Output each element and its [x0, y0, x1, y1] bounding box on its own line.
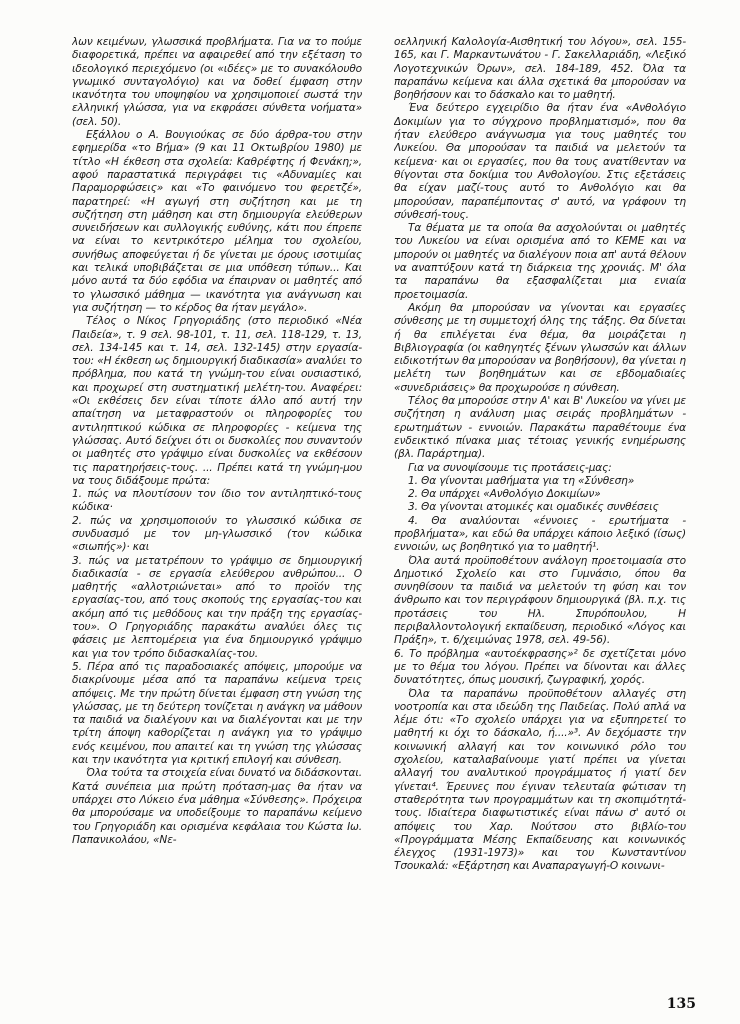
paragraph: Όλα τούτα τα στοιχεία είναι δυνατό να διδάσκονται. Κατά συνέπεια μια πρώτη πρόταση-μας θα ήταν να υπάρχει στο Λύκειο ένα μάθημα «Σύνθεσης». Πρόχειρα θα μπορούσαμε να υποδείξουμε το παραπάνω κείμενο του Γρηγοριάδη και ορισμένα κεφάλαια του Κώστα Ιω. Παπανικολάου, «Νε-: [72, 767, 362, 846]
paragraph: Όλα τα παραπάνω προϋποθέτουν αλλαγές στη νοοτροπία και στα ιδεώδη της Παιδείας. Πολύ απλά να λέμε ότι: «Το σχολείο υπάρχει για να εξυπηρετεί το μαθητή κι όχι το δάσκαλο, ή....»³. Αν δεχόμαστε την κοινωνική αλλαγή και τον κοινωνικό ρόλο του σχολείου, καταλαβαίνουμε γιατί πρέπει να γίνεται αλλαγή του αναλυτικού προγράμματος ή γιατί δεν γίνεται⁴. Έρευνες που έγιναν τελευταία φώτισαν τη σταθερότητα των προγραμμάτων και τη σκοπιμότητά-τους. Ιδιαίτερα διαφωτιστικές είναι πάνω σ' αυτό οι απόψεις του Χαρ. Νούτσου στο βιβλίο-του «Προγράμματα Μέσης Εκπαίδευσης και κοινωνικός έλεγχος (1931-1973)» και του Κωνσταντίνου Τσουκαλά: «Εξάρτηση και Αναπαραγωγή-Ο κοινωνι-: [394, 687, 686, 873]
paragraph: Ένα δεύτερο εγχειρίδιο θα ήταν ένα «Ανθολόγιο Δοκιμίων για το σύγχρονο προβληματισμό», που θα ήταν ελεύθερο ανάγνωσμα για τους μαθητές του Λυκείου. Θα μπορούσαν τα παιδιά να μελετούν τα κείμενα· και οι εργασίες, που θα τους ανατίθενταν να θίγονται στα δοκίμια του Ανθολογίου. Στις εξετάσεις θα είχαν μαζί-τους αυτό το Ανθολόγιο και θα μπορούσαν, παραπέμποντας σ' αυτό, να γράφουν τη σύνθεσή-τους.: [394, 102, 686, 221]
paragraph: λων κειμένων, γλωσσικά προβλήματα. Για να το πούμε διαφορετικά, πρέπει να αφαιρεθεί από την εξέταση το ιδεολογικό περιεχόμενο (οι «ιδέες» με το συνακόλουθο γνωμικό συνταγολόγιο) και να δοθεί έμφαση στην ικανότητα του υποψηφίου να χρησιμοποιεί σωστά την ελληνική γλώσσα, για να εκφράσει σύνθετα νοήματα» (σελ. 50).: [72, 36, 362, 128]
paragraph: 6. Το πρόβλημα «αυτοέκφρασης»² δε σχετίζεται μόνο με το θέμα του λόγου. Πρέπει να δίνονται και άλλες δυνατότητες, όπως μουσική, ζωγραφική, χορός.: [394, 647, 686, 687]
paragraph: 1. πώς να πλουτίσουν τον ίδιο τον αντιληπτικό-τους κώδικα·: [72, 488, 362, 514]
page-number: 135: [666, 996, 696, 1012]
paragraph: Εξάλλου ο Α. Βουγιούκας σε δύο άρθρα-του στην εφημερίδα «το Βήμα» (9 και 11 Οκτωβρίου 1980) με τίτλο «Η έκθεση στα σχολεία: Καθρέφτης ή Φενάκη;», αφού παραστατικά περιγράφει τις «Αδυναμίες και Παραμορφώσεις» και «Το φαινόμενο του φερετζέ», παρατηρεί: «Η αγωγή στη συζήτηση και με τη συζήτηση στη μάθηση και στη δημιουργία ελεύθερων συνειδήσεων και συλλογικής ευθύνης, κάτι που έπρεπε να είναι το κεντρικότερο μέλημα του σχολείου, συνήθως αποφεύγεται ή δε γίνεται με όρους ισοτιμίας και τελικά υποβιβάζεται σε μια υπόθεση τύπων... Και μόνο αυτά τα δύο εφόδια να έπαιρναν οι μαθητές από το γλωσσικό μάθημα — ικανότητα για ανάγνωση και για συζήτηση — το κέρδος θα ήταν μεγάλο».: [72, 129, 362, 314]
paragraph: Όλα αυτά προϋποθέτουν ανάλογη προετοιμασία στο Δημοτικό Σχολείο και στο Γυμνάσιο, όπου θα συνηθίσουν τα παιδιά να μελετούν τη φύση και τον άνθρωπο και τον περιγράφουν δημιουργικά (βλ. π.χ. τις προτάσεις του Ηλ. Σπυρόπουλου, Η περιβαλλοντολογική εκπαίδευση, περιοδικό «Λόγος και Πράξη», τ. 6/χειμώνας 1978, σελ. 49-56).: [394, 554, 686, 647]
paragraph: 2. Θα υπάρχει «Ανθολόγιο Δοκιμίων»: [408, 488, 601, 501]
paragraph: 4. Θα αναλύονται «έννοιες - ερωτήματα - προβλήματα», και εδώ θα υπάρχει κάποιο λεξικό (ίσως) εννοιών, ως βοηθητικό για το μαθητή¹.: [394, 514, 686, 554]
paragraph: Τέλος θα μπορούσε στην Α' και Β' Λυκείου να γίνει με συζήτηση η ανάλυση μιας σειράς προβλημάτων - ερωτημάτων - εννοιών. Παρακάτω παραθέτουμε ένα ενδεικτικό πίνακα μιας τέτοιας γενικής ενημέρωσης (βλ. Παράρτημα).: [394, 395, 686, 461]
paragraph: οελληνική Καλολογία-Αισθητική του λόγου», σελ. 155-165, και Γ. Μαρκαντωνάτου - Γ. Σακελλαριάδη, «Λεξικό Λογοτεχνικών Όρων», σελ. 184-189, 452. Όλα τα παραπάνω κείμενα και άλλα σχετικά θα μπορούσαν να βοηθήσουν και το δάσκαλο και το μαθητή.: [394, 36, 686, 102]
paragraph: Για να συνοψίσουμε τις προτάσεις-μας:: [408, 461, 612, 474]
paragraph: 5. Πέρα από τις παραδοσιακές απόψεις, μπορούμε να διακρίνουμε μέσα από τα παραπάνω κείμενα τρεις απόψεις. Με την πρώτη δίνεται έμφαση στη γνώση της γλώσσας, με τη δεύτερη τονίζεται η ανάγκη να μάθουν τα παιδιά να διαλέγουν και να διαλέγονται και με την τρίτη άποψη καθορίζεται η ανάγκη για το γράψιμο ενός κειμένου, που απαιτεί και τη γνώση της γλώσσας και την ικανότητα για κριτική επιλογή και σύνθεση.: [72, 660, 362, 767]
paragraph: 1. Θα γίνονται μαθήματα για τη «Σύνθεση»: [408, 474, 635, 487]
paragraph: Τέλος ο Νίκος Γρηγοριάδης (στο περιοδικό «Νέα Παιδεία», τ. 9 σελ. 98-101, τ. 11, σελ. 118-129, τ. 13, σελ. 134-145 και τ. 14, σελ. 132-145) στην εργασία-του: «Η έκθεση ως δημιουργική διαδικασία» αναλύει το πρόβλημα, που κατά τη γνώμη-του είναι ουσιαστικό, και προχωρεί στη συστηματική μελέτη-του. Αναφέρει: «Οι εκθέσεις δεν είναι τίποτε άλλο από αυτή την απαίτηση να μεταφραστούν οι πληροφορίες του αντιληπτικού κώδικα σε πληροφορίες - κείμενα της γλώσσας. Αυτό δείχνει ότι οι δυσκολίες που συναντούν οι μαθητές στο γράψιμο είναι δυσκολίες να εκθέσουν τις παρατηρήσεις-τους. ... Πρέπει κατά τη γνώμη-μου να τους διδάξουμε πρώτα:: [72, 315, 362, 487]
paragraph: Τα θέματα με τα οποία θα ασχολούνται οι μαθητές του Λυκείου να είναι ορισμένα από το ΚΕΜΕ και να μπορούν οι μαθητές να διαλέγουν ποια απ' αυτά θέλουν να αναπτύξουν κατά τη διάρκεια της χρονιάς. Μ' όλα τα παραπάνω θα εξασφαλίζεται μια ενιαία προετοιμασία.: [394, 222, 686, 301]
left-text-column: [72, 36, 362, 986]
paragraph: 3. πώς να μετατρέπουν το γράψιμο σε δημιουργική διαδικασία - σε εργασία ελεύθερου ανθρώπου... Ο μαθητής «αλλοτριώνεται» από το προϊόν της εργασίας-του, από τους σκοπούς της εργασίας-του και ακόμη από τις μεθόδους και την πράξη της εργασίας-του». Ο Γρηγοριάδης παρακάτω αναλύει όλες τις φάσεις με λεπτομέρεια για ένα δημιουργικό γράψιμο και για τον τρόπο διδασκαλίας-του.: [72, 554, 362, 660]
paragraph: Ακόμη θα μπορούσαν να γίνονται και εργασίες σύνθεσης με τη συμμετοχή όλης της τάξης. Θα δίνεται ή θα επιλέγεται ένα θέμα, θα μοιράζεται η Βιβλιογραφία (οι καθηγητές ξένων γλωσσών και άλλων ειδικοτήτων θα μπορούσαν να βοηθήσουν), θα γίνεται η μελέτη των βοηθημάτων και σε εβδομαδιαίες «συνεδριάσεις» θα προχωρούσε η σύνθεση.: [394, 301, 686, 394]
paragraph: 2. πώς να χρησιμοποιούν το γλωσσικό κώδικα σε συνδυασμό με τον μη-γλωσσικό (τον κώδικα «σιωπής»)· και: [72, 514, 362, 554]
paragraph: 3. Θα γίνονται ατομικές και ομαδικές συνθέσεις: [408, 501, 659, 514]
right-text-column: [394, 36, 686, 986]
